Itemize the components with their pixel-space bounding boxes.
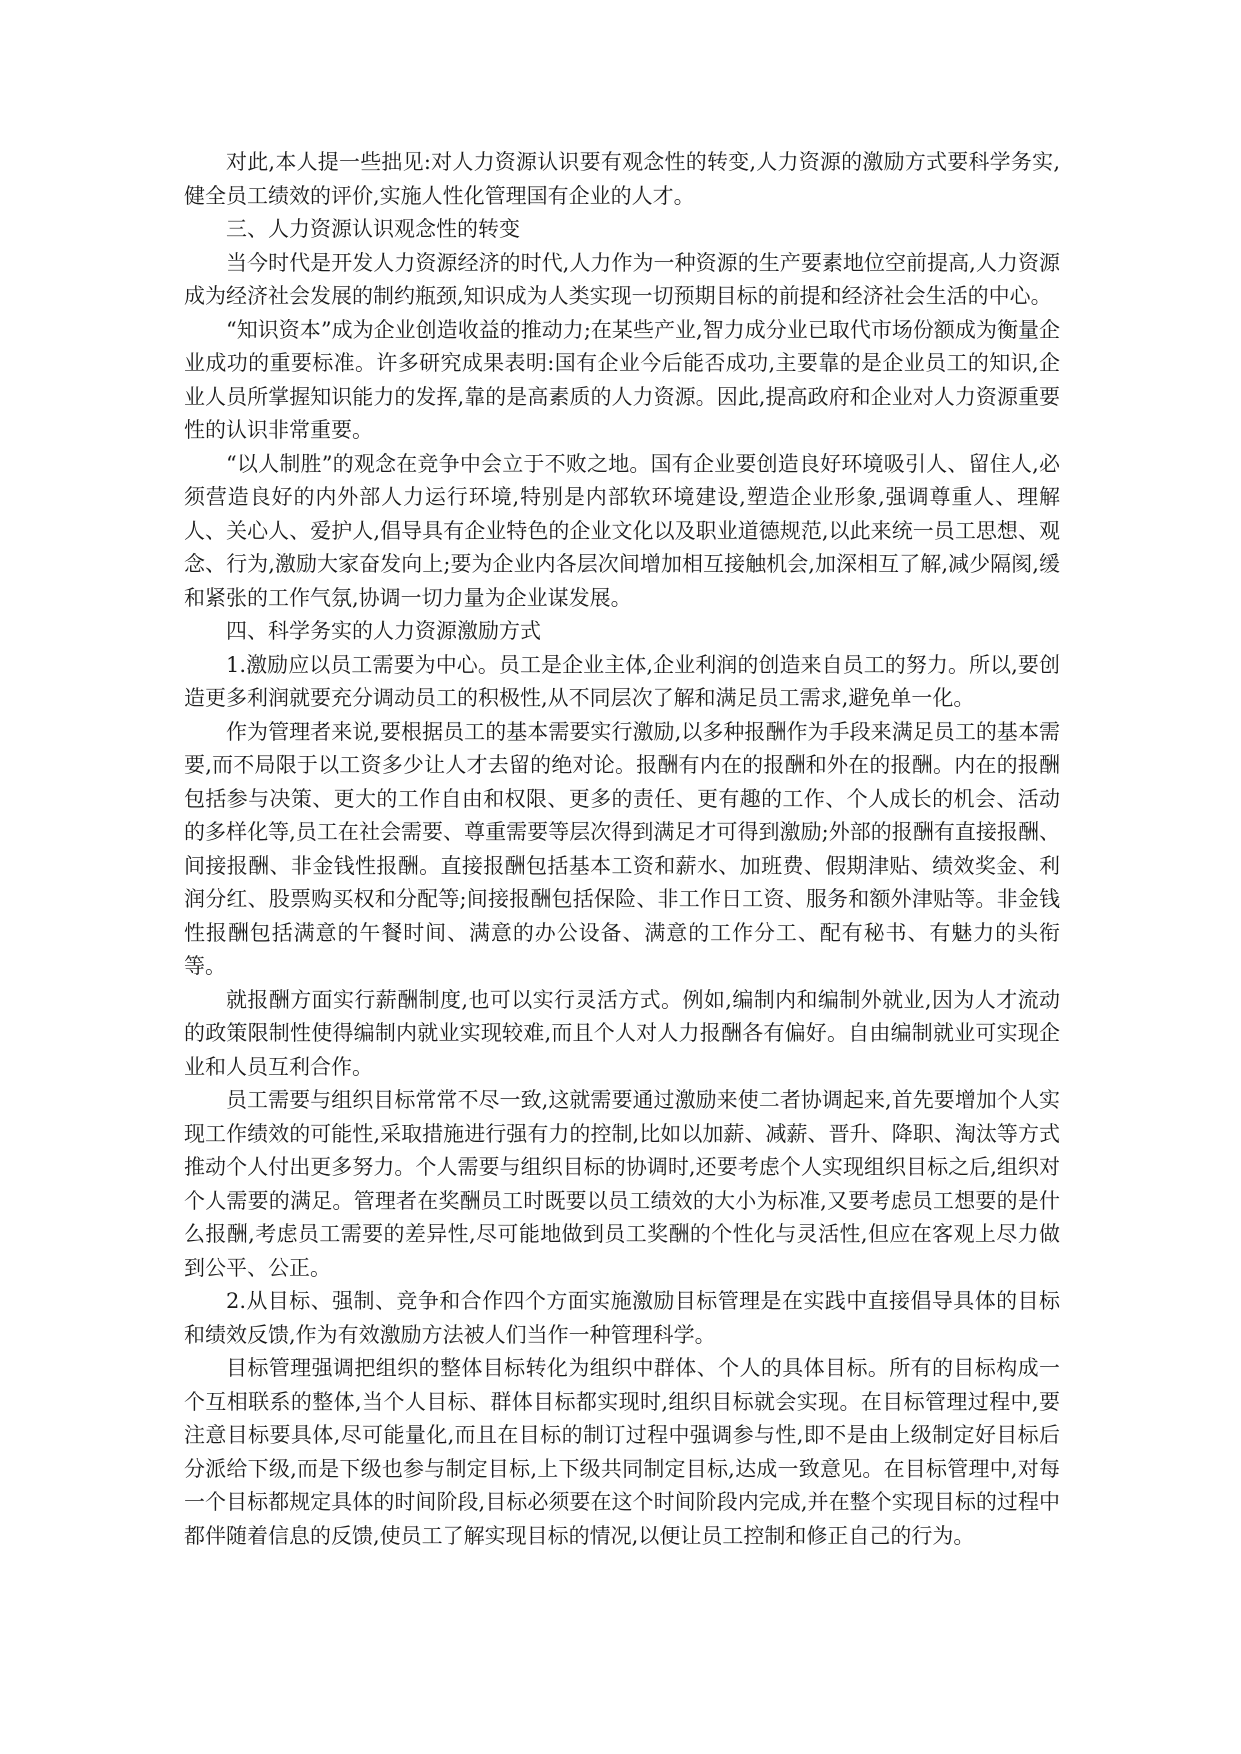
paragraph-opinion: 对此,本人提一些拙见:对人力资源认识要有观念性的转变,人力资源的激励方式要科学务实,健全员工绩效的评价,实施人性化管理国有企业的人才。 — [184, 150, 1060, 208]
paragraph: 2.从目标、强制、竞争和合作四个方面实施激励目标管理是在实践中直接倡导具体的目标和绩效反馈,作为有效激励方法被人们当作一种管理科学。 — [184, 1289, 1060, 1347]
paragraph: 当今时代是开发人力资源经济的时代,人力作为一种资源的生产要素地位空前提高,人力资源成为经济社会发展的制约瓶颈,知识成为人类实现一切预期目标的前提和经济社会生活的中心。 — [184, 250, 1060, 308]
paragraph: 就报酬方面实行薪酬制度,也可以实行灵活方式。例如,编制内和编制外就业,因为人才流动的政策限制性使得编制内就业实现较难,而且个人对人力报酬各有偏好。自由编制就业可实现企业和人员互利合作。 — [184, 987, 1060, 1079]
paragraph: 目标管理强调把组织的整体目标转化为组织中群体、个人的具体目标。所有的目标构成一个互相联系的整体,当个人目标、群体目标都实现时,组织目标就会实现。在目标管理过程中,要注意目标要具体,尽可能量化,而且在目标的制订过程中强调参与性,即不是由上级制定好目标后分派给下级,而是下级也参与制定目标,上下级共同制定目标,达成一致意见。在目标管理中,对每一个目标都规定具体的时间阶段,目标必须要在这个时间阶段内完成,并在整个实现目标的过程中都伴随着信息的反馈,使员工了解实现目标的情况,以便让员工控制和修正自己的行为。 — [184, 1356, 1060, 1548]
paragraph: 作为管理者来说,要根据员工的基本需要实行激励,以多种报酬作为手段来满足员工的基本需要,而不局限于以工资多少让人才去留的绝对论。报酬有内在的报酬和外在的报酬。内在的报酬包括参与决策、更大的工作自由和权限、更多的责任、更有趣的工作、个人成长的机会、活动的多样化等,员工在社会需要、尊重需要等层次得到满足才可得到激励;外部的报酬有直接报酬、间接报酬、非金钱性报酬。直接报酬包括基本工资和薪水、加班费、假期津贴、绩效奖金、利润分红、股票购买权和分配等;间接报酬包括保险、非工作日工资、服务和额外津贴等。非金钱性报酬包括满意的午餐时间、满意的办公设备、满意的工作分工、配有秘书、有魅力的头衔等。 — [184, 719, 1060, 978]
section-heading-4: 四、科学务实的人力资源激励方式 — [226, 619, 541, 643]
paragraph: “以人制胜”的观念在竞争中会立于不败之地。国有企业要创造良好环境吸引人、留住人,必须营造良好的内外部人力运行环境,特别是内部软环境建设,塑造企业形象,强调尊重人、理解人、关心人、爱护人,倡导具有企业特色的企业文化以及职业道德规范,以此来统一员工思想、观念、行为,激励大家奋发向上;要为企业内各层次间增加相互接触机会,加深相互了解,减少隔阂,缓和紧张的工作气氛,协调一切力量为企业谋发展。 — [184, 451, 1060, 610]
document-body — [184, 146, 1060, 1553]
paragraph: “知识资本”成为企业创造收益的推动力;在某些产业,智力成分业已取代市场份额成为衡量企业成功的重要标准。许多研究成果表明:国有企业今后能否成功,主要靠的是企业员工的知识,企业人员所掌握知识能力的发挥,靠的是高素质的人力资源。因此,提高政府和企业对人力资源重要性的认识非常重要。 — [184, 317, 1060, 442]
paragraph: 员工需要与组织目标常常不尽一致,这就需要通过激励来使二者协调起来,首先要增加个人实现工作绩效的可能性,采取措施进行强有力的控制,比如以加薪、减薪、晋升、降职、淘汰等方式推动个人付出更多努力。个人需要与组织目标的协调时,还要考虑个人实现组织目标之后,组织对个人需要的满足。管理者在奖酬员工时既要以员工绩效的大小为标准,又要考虑员工想要的是什么报酬,考虑员工需要的差异性,尽可能地做到员工奖酬的个性化与灵活性,但应在客观上尽力做到公平、公正。 — [184, 1088, 1060, 1280]
paragraph: 1.激励应以员工需要为中心。员工是企业主体,企业利润的创造来自员工的努力。所以,要创造更多利润就要充分调动员工的积极性,从不同层次了解和满足员工需求,避免单一化。 — [184, 652, 1060, 710]
section-heading-3: 三、人力资源认识观念性的转变 — [226, 217, 520, 241]
